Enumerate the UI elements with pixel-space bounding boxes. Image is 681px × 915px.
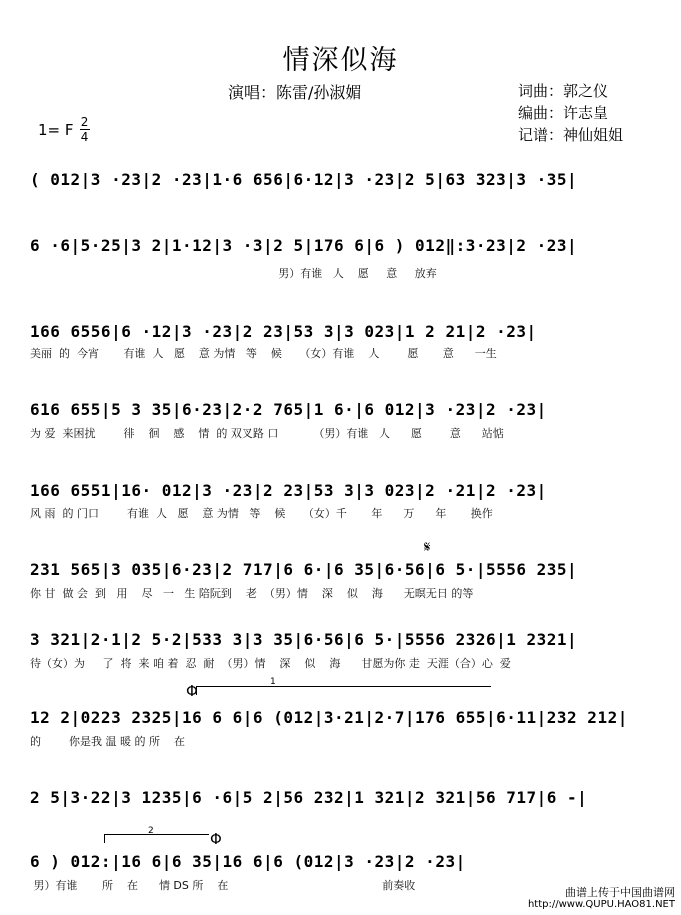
lyric-line-10: 男）有谁 所 在 情 DS 所 在 前奏收	[30, 879, 416, 892]
staff-notes: 616 655|5 3 35|6·23|2·2 765|1 6·|6 012|3 ·23|2 ·23|	[30, 400, 547, 419]
staff-notes: 166 6556|6 ·12|3 ·23|2 23|53 3|3 023|1 2 21|2 ·23|	[30, 322, 537, 341]
staff-notes: 12 2|0223 2325|16 6 6|6 (012|3·21|2·7|176 655|6·11|232 212|	[30, 708, 628, 727]
volta-label-1: 1	[270, 677, 276, 687]
staff-notes: 2 5|3·22|3 1235|6 ·6|5 2|56 232|1 321|2 321|56 717|6 -|	[30, 788, 588, 807]
staff-line-1	[30, 162, 655, 200]
staff-notes: 166 6551|16· 012|3 ·23|2 23|53 3|3 023|2 ·21|2 ·23|	[30, 481, 547, 500]
meter-bottom: 4	[80, 130, 89, 144]
key-signature	[38, 116, 90, 143]
transcriber-credit: 记谱：神仙姐姐	[518, 126, 624, 144]
meter-top: 2	[80, 115, 89, 129]
lyricist-credit: 词曲：郭之仪	[518, 82, 609, 100]
time-signature	[80, 116, 90, 143]
coda-mark-1: Φ	[186, 682, 198, 700]
lyric-line-4: 为 爱 来困扰 徘 徊 感 情 的 双叉路 口 （男）有谁 人 愿 意 站惦	[30, 427, 504, 440]
staff-line-9	[30, 780, 655, 818]
staff-notes: 6 ·6|5·25|3 2|1·12|3 ·3|2 5|176 6|6 ) 012‖:3·23|2 ·23|	[30, 236, 578, 255]
staff-notes: 3 321|2·1|2 5·2|533 3|3 35|6·56|6 5·|5556 2326|1 2321|	[30, 630, 578, 649]
site-url: http://www.QUPU.HAO81.NET	[527, 899, 675, 910]
lyric-line-2: 男）有谁 人 愿 意 放弃	[30, 267, 437, 280]
singer-credit: 演唱：陈雷/孙淑媚	[228, 83, 362, 102]
volta-bracket-1	[196, 686, 491, 695]
lyric-line-3: 美丽 的 今宵 有谁 人 愿 意 为情 等 候 （女）有谁 人 愿 意 一生	[30, 347, 497, 360]
staff-notes: 6 ) 012:|16 6|6 35|16 6|6 (012|3 ·23|2 ·23|	[30, 852, 466, 871]
staff-line-2	[30, 228, 655, 266]
key-label: 1= F	[38, 120, 74, 139]
staff-notes: ( 012|3 ·23|2 ·23|1·6 656|6·12|3 ·23|2 5|63 323|3 ·35|	[30, 170, 578, 189]
lyric-line-6: 你 甘 做 会 到 用 尽 一 生 陪阮到 老 （男）情 深 似 海 无暝无日 的等	[30, 587, 474, 600]
volta-label-2: 2	[148, 826, 154, 836]
upload-note: 曲谱上传于中国曲谱网	[565, 886, 675, 899]
site-watermark	[528, 887, 675, 911]
segno-mark: 𝄋	[424, 538, 431, 556]
lyric-line-5: 风 雨 的 门口 有谁 人 愿 意 为情 等 候 （女）千 年 万 年 换作	[30, 507, 493, 520]
credits-block	[518, 80, 623, 146]
volta-bracket-2	[104, 834, 209, 843]
lyric-line-8: 的 你是我 温 暖 的 所 在	[30, 735, 185, 748]
lyric-line-7: 待（女）为 了 将 来 咱 着 忍 耐 （男）情 深 似 海 甘愿为你 走 天涯（合）心 爱	[30, 657, 511, 670]
staff-notes: 231 565|3 035|6·23|2 717|6 6·|6 35|6·56|6 5·|5556 235|	[30, 560, 578, 579]
coda-mark-2: Φ	[210, 830, 222, 848]
song-title: 情深似海	[282, 45, 399, 76]
arranger-credit: 编曲：许志皇	[518, 104, 609, 122]
